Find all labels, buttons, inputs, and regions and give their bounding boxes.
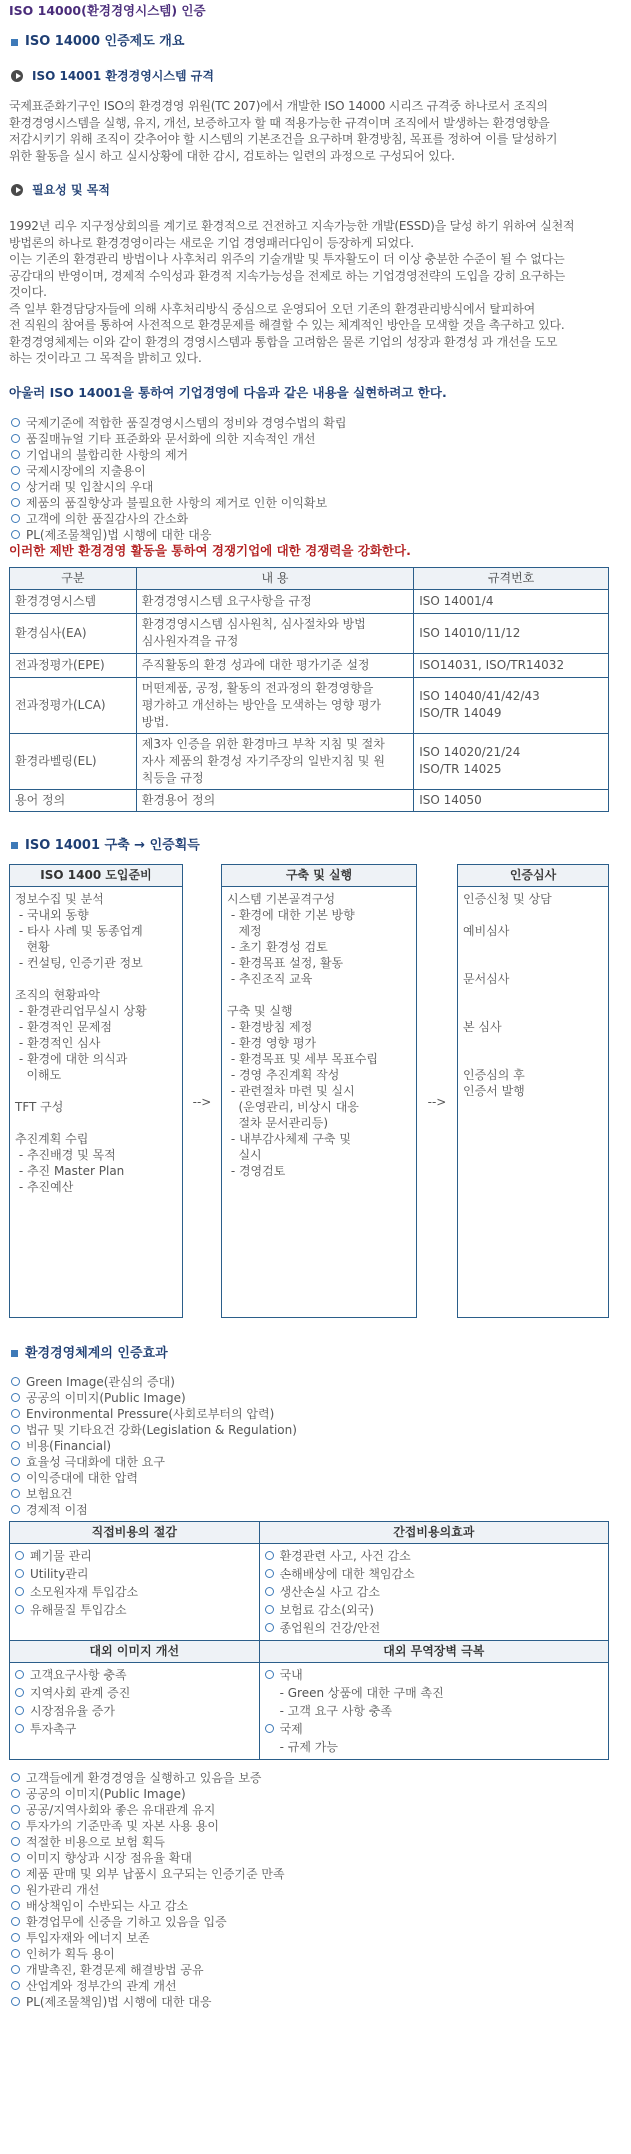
paragraph-line: 것이다. (9, 285, 47, 299)
paragraph-line: 환경경영시스템을 실행, 유지, 개선, 보증하고자 할 때 적용가능한 규격이며 조직에서 발생하는 환경영향을 (9, 115, 550, 130)
list-item: 경제적 이점 (9, 1502, 622, 1518)
column-header: 내 용 (136, 567, 413, 589)
sub-item: - 규제 가능 (279, 1739, 338, 1754)
flow-step-title: 인증심사 (458, 865, 608, 887)
play-circle-icon (11, 70, 23, 82)
list-item: 환경관련 사고, 사건 감소 (263, 1547, 605, 1565)
list-item: Utility관리 (13, 1565, 256, 1583)
list-item: 국제시장에의 지출용이 (9, 463, 622, 479)
circle-bullet-icon (11, 1821, 20, 1830)
circle-bullet-icon (15, 1551, 24, 1560)
circle-bullet-icon (11, 1789, 20, 1798)
table-cell: ISO 14010/11/12 (414, 613, 609, 653)
purpose-paragraph (9, 218, 622, 367)
list-item: 품질매뉴얼 기타 표준화와 문서화에 의한 지속적인 개선 (9, 431, 622, 447)
list-item: 생산손실 사고 감소 (263, 1583, 605, 1601)
flow-arrow: --> (427, 1094, 447, 1109)
list-item: 공공/지역사회와 좋은 유대관계 유지 (9, 1802, 622, 1818)
circle-bullet-icon (15, 1688, 24, 1697)
circle-bullet-icon (11, 418, 20, 427)
table-row (10, 789, 609, 811)
list-item: 원가관리 개선 (9, 1882, 622, 1898)
circle-bullet-icon (265, 1569, 274, 1578)
paragraph-line: 국제표준화기구인 ISO의 환경경영 위원(TC 207)에서 개발한 ISO 14000 시리즈 규격중 하나로서 조직의 (9, 99, 548, 113)
circle-bullet-icon (265, 1724, 274, 1733)
table-cell: 머떤제품, 공정, 활동의 전과정의 환경영향을 평가하고 개선하는 방안을 모색하는 영향 평가 방법. (136, 677, 413, 733)
list-item: 이미지 향상과 시장 점유율 확대 (9, 1850, 622, 1866)
circle-bullet-icon (11, 1409, 20, 1418)
table-cell: 환경경영시스템 (10, 589, 137, 613)
paragraph-line: 전 직원의 참여를 통하여 사전적으로 환경문제를 해결할 수 있는 체계적인 방안을 모색할 것을 촉구하고 있다. (9, 318, 565, 332)
list-item: 제품 판매 및 외부 납품시 요구되는 인증기준 만족 (9, 1866, 622, 1882)
list-item: 고객요구사항 충족 (13, 1666, 256, 1684)
list-item: 산업계와 정부간의 관계 개선 (9, 1978, 622, 1994)
list-item: 유해물질 투입감소 (13, 1601, 256, 1619)
list-item: 개발촉진, 환경문제 해결방법 공유 (9, 1962, 622, 1978)
list-item: 고객에 의한 품질감사의 간소화 (9, 511, 622, 527)
list-item: 보험료 감소(외국) (263, 1601, 605, 1619)
paragraph-line: 위한 활동을 실시 하고 실시상황에 대한 감시, 검토하는 일련의 과정으로 구성되어 있다. (9, 148, 455, 163)
list-item: 고객들에게 환경경영을 실행하고 있음을 보증 (9, 1770, 622, 1786)
table-cell: 주직활동의 환경 성과에 대한 평가기준 설정 (136, 653, 413, 677)
paragraph-line: 즉 일부 환경담당자들에 의해 사후처리방식 중심으로 운영되어 오던 기존의 환경관리방식에서 탈피하여 (9, 301, 536, 316)
circle-bullet-icon (265, 1551, 274, 1560)
table-row (10, 589, 609, 613)
subheading-purpose (9, 180, 622, 200)
circle-bullet-icon (11, 1773, 20, 1782)
list-item: PL(제조물책임)법 시행에 대한 대응 (9, 1994, 622, 2010)
circle-bullet-icon (11, 466, 20, 475)
circle-bullet-icon (11, 434, 20, 443)
list-item: 보험요건 (9, 1486, 622, 1502)
list-item: 법규 및 기타요건 강화(Legislation & Regulation) (9, 1422, 622, 1438)
circle-bullet-icon (265, 1623, 274, 1632)
competitiveness-statement: 이러한 제반 환경경영 활동을 통하여 경쟁기업에 대한 경쟁력을 강화한다. (9, 542, 411, 558)
circle-bullet-icon (11, 1457, 20, 1466)
table-cell: ISO 14020/21/24 ISO/TR 14025 (414, 733, 609, 789)
list-item: 공공의 이미지(Public Image) (9, 1786, 622, 1802)
list-item: 상거래 및 입찰시의 우대 (9, 479, 622, 495)
subheading-text: 필요성 및 목적 (32, 183, 110, 197)
circle-bullet-icon (11, 1917, 20, 1926)
flow-step-title: 구축 및 실행 (222, 865, 416, 887)
table-cell (259, 1543, 608, 1640)
flow-step-body: 정보수집 및 분석 - 국내외 동향 - 타사 사례 및 동종업계 현황 - 컨설팅, 인증기관 정보 조직의 현황파악 - 환경관리업무실시 상황 - 환경적인 문제점 - 환경적인 심사 - 환경에 대한 의식과 이해도 TFT 구성 추진계획 수립 - 추진배경 및 목적 - 추진 Master Plan - 추진예산 (15, 891, 147, 1194)
column-header: 규격번호 (414, 567, 609, 589)
circle-bullet-icon (11, 1473, 20, 1482)
circle-bullet-icon (265, 1670, 274, 1679)
table-cell: ISO 14001/4 (414, 589, 609, 613)
table-cell (10, 1543, 260, 1640)
standards-table (9, 567, 609, 812)
section-heading-build (9, 836, 622, 856)
section-heading-text: ISO 14000 인증제도 개요 (25, 34, 185, 49)
section-heading-text: ISO 14001 구축 → 인증획득 (25, 837, 200, 853)
circle-bullet-icon (265, 1605, 274, 1614)
flow-step-body: 인증신청 및 상담 예비심사 문서심사 본 심사 인증심의 후 인증서 발행 (463, 891, 552, 1098)
certification-flow (9, 864, 609, 1318)
table-cell: 환경경영시스템 요구사항을 규정 (136, 589, 413, 613)
list-item: 국내 (263, 1666, 605, 1684)
table-cell: 환경라벨링(EL) (10, 733, 137, 789)
table-header-row (10, 1521, 609, 1543)
paragraph-line: 공감대의 반영이며, 경제적 수익성과 환경적 지속가능성을 전제로 하는 기업경영전략의 도입을 강히 요구하는 (9, 268, 566, 283)
benefits-list (9, 1770, 622, 2010)
circle-bullet-icon (11, 1853, 20, 1862)
circle-bullet-icon (11, 1393, 20, 1402)
circle-bullet-icon (11, 1377, 20, 1386)
flow-step-audit (457, 864, 609, 1318)
table-cell: 용어 정의 (10, 789, 137, 811)
table-cell: ISO 14040/41/42/43 ISO/TR 14049 (414, 677, 609, 733)
column-header: 대외 무역장벽 극복 (259, 1640, 608, 1662)
paragraph-line: 1992년 리우 지구정상회의를 계기로 환경적으로 건전하고 지속가능한 개발(ESSD)을 달성 하기 위하여 실천적 (9, 219, 575, 233)
list-item: 국제기준에 적합한 품질경영시스템의 정비와 경영수법의 확립 (9, 415, 622, 431)
column-header: 간접비용의효과 (259, 1521, 608, 1543)
list-item: 이익증대에 대한 압력 (9, 1470, 622, 1486)
sub-item: - Green 상품에 대한 구매 촉진 (279, 1685, 444, 1700)
table-row (10, 613, 609, 653)
column-header: 대외 이미지 개선 (10, 1640, 260, 1662)
flow-step-body: 시스템 기본골격구성 - 환경에 대한 기본 방향 제정 - 초기 환경성 검토 - 환경목표 설정, 활동 - 추진조직 교육 구축 및 실행 - 환경방침 제정 - 환경 영향 평가 - 환경목표 및 세부 목표수립 - 경영 추진계획 작성 - 관련절차 마련 및 실시 (운영관리, 비상시 대응 절차 문서관리등) - 내부감사체제 구축 및 실시 - 경영검토 (227, 891, 378, 1178)
page-title: ISO 14000(환경경영시스템) 인증 (9, 3, 206, 18)
square-bullet-icon (11, 39, 18, 46)
circle-bullet-icon (11, 1425, 20, 1434)
list-item: 종업원의 건강/안전 (263, 1619, 605, 1637)
circle-bullet-icon (11, 1441, 20, 1450)
table-row (10, 1543, 609, 1640)
list-item: 비용(Financial) (9, 1438, 622, 1454)
table-cell (259, 1662, 608, 1759)
list-item: 적절한 비용으로 보험 획득 (9, 1834, 622, 1850)
circle-bullet-icon (11, 1805, 20, 1814)
circle-bullet-icon (11, 1837, 20, 1846)
circle-bullet-icon (15, 1587, 24, 1596)
section-heading-overview (9, 32, 622, 52)
list-item: 기업내의 불합리한 사항의 제거 (9, 447, 622, 463)
effects-list (9, 1374, 622, 1518)
table-cell: ISO 14050 (414, 789, 609, 811)
paragraph-line: 환경경영체제는 이와 같이 환경의 경영시스템과 통합을 고려함은 물론 기업의 성장과 환경성 과 개선을 도모 (9, 334, 558, 349)
table-cell: 제3자 인증을 위한 환경마크 부착 지침 및 절차 자사 제품의 환경성 자기주장의 일반지침 및 원 칙등을 규정 (136, 733, 413, 789)
circle-bullet-icon (11, 1505, 20, 1514)
flow-step-preparation (9, 864, 183, 1318)
list-item: 투자촉구 (13, 1720, 256, 1738)
circle-bullet-icon (15, 1724, 24, 1733)
circle-bullet-icon (265, 1587, 274, 1596)
table-header-row (10, 567, 609, 589)
list-item: Environmental Pressure(사회로부터의 압력) (9, 1406, 622, 1422)
circle-bullet-icon (11, 1997, 20, 2006)
subheading-standard (9, 66, 622, 86)
circle-bullet-icon (11, 530, 20, 539)
paragraph-line: 이는 기존의 환경관리 방법이나 사후처리 위주의 기술개발 및 투자활도이 더 이상 충분한 수준이 될 수 없다는 (9, 252, 565, 266)
flow-arrow: --> (192, 1094, 212, 1109)
table-cell: 전과정평가(EPE) (10, 653, 137, 677)
list-item: PL(제조물책임)법 시행에 대한 대응 (9, 527, 622, 543)
list-item: 폐기물 관리 (13, 1547, 256, 1565)
square-bullet-icon (11, 1350, 18, 1357)
section-heading-text: 환경경영체계의 인증효과 (25, 1345, 168, 1361)
circle-bullet-icon (11, 1885, 20, 1894)
section-heading-effects (9, 1344, 622, 1364)
square-bullet-icon (11, 842, 18, 849)
list-item: 손해배상에 대한 책임감소 (263, 1565, 605, 1583)
list-item: 인허가 획득 용이 (9, 1946, 622, 1962)
list-item: 배상책임이 수반되는 사고 감소 (9, 1898, 622, 1914)
circle-bullet-icon (11, 1933, 20, 1942)
circle-bullet-icon (15, 1670, 24, 1679)
table-cell: 환경심사(EA) (10, 613, 137, 653)
circle-bullet-icon (11, 1869, 20, 1878)
list-item: 공공의 이미지(Public Image) (9, 1390, 622, 1406)
table-cell: ISO14031, ISO/TR14032 (414, 653, 609, 677)
paragraph-line: 하는 것이라고 그 목적을 밝히고 있다. (9, 351, 202, 365)
circle-bullet-icon (11, 498, 20, 507)
list-item: 소모원자재 투입감소 (13, 1583, 256, 1601)
table-row (10, 733, 609, 789)
table-cell: 환경경영시스템 심사원칙, 심사절차와 방법 심사원자격을 규정 (136, 613, 413, 653)
table-row (10, 653, 609, 677)
sub-item: - 고객 요구 사항 충족 (279, 1703, 392, 1718)
paragraph-line: 방법론의 하나로 환경경영이라는 새로운 기업 경영패러다임이 등장하게 되었다. (9, 235, 414, 250)
list-item: 투자가의 기준만족 및 자본 사용 용이 (9, 1818, 622, 1834)
table-row (10, 677, 609, 733)
play-circle-icon (11, 184, 23, 196)
column-header: 직접비용의 절감 (10, 1521, 260, 1543)
circle-bullet-icon (11, 1965, 20, 1974)
circle-bullet-icon (11, 1901, 20, 1910)
table-row (10, 1662, 609, 1759)
table-header-row (10, 1640, 609, 1662)
circle-bullet-icon (15, 1605, 24, 1614)
table-cell: 환경용어 정의 (136, 789, 413, 811)
flow-step-title: ISO 1400 도입준비 (10, 865, 182, 887)
circle-bullet-icon (15, 1706, 24, 1715)
circle-bullet-icon (15, 1569, 24, 1578)
list-item: 투입자재와 에너지 보존 (9, 1930, 622, 1946)
flow-step-implementation (221, 864, 417, 1318)
circle-bullet-icon (11, 450, 20, 459)
column-header: 구분 (10, 567, 137, 589)
circle-bullet-icon (11, 1489, 20, 1498)
list-item: 지역사회 관계 증진 (13, 1684, 256, 1702)
circle-bullet-icon (11, 514, 20, 523)
table-cell (10, 1662, 260, 1759)
list-item: Green Image(관심의 증대) (9, 1374, 622, 1390)
emphasis-statement: 아울러 ISO 14001을 통하여 기업경영에 다음과 같은 내용을 실현하려고 한다. (9, 384, 447, 400)
cost-effects-table (9, 1521, 609, 1760)
list-item: 시장점유율 증가 (13, 1702, 256, 1720)
circle-bullet-icon (11, 1949, 20, 1958)
paragraph-line: 저감시키기 위해 조직이 갖추어야 할 시스템의 기본조건을 요구하며 환경방침, 목표를 정하여 이를 달성하기 (9, 132, 558, 146)
list-item: 환경업무에 신중을 기하고 있음을 입증 (9, 1914, 622, 1930)
list-item: 국제 (263, 1720, 605, 1738)
circle-bullet-icon (11, 482, 20, 491)
list-item: 효율성 극대화에 대한 요구 (9, 1454, 622, 1470)
standard-paragraph (9, 98, 622, 164)
subheading-text: ISO 14001 환경경영시스템 규격 (32, 69, 214, 83)
goals-list (9, 415, 622, 543)
list-item: 제품의 품질향상과 불필요한 사항의 제거로 인한 이익확보 (9, 495, 622, 511)
table-cell: 전과정평가(LCA) (10, 677, 137, 733)
circle-bullet-icon (11, 1981, 20, 1990)
